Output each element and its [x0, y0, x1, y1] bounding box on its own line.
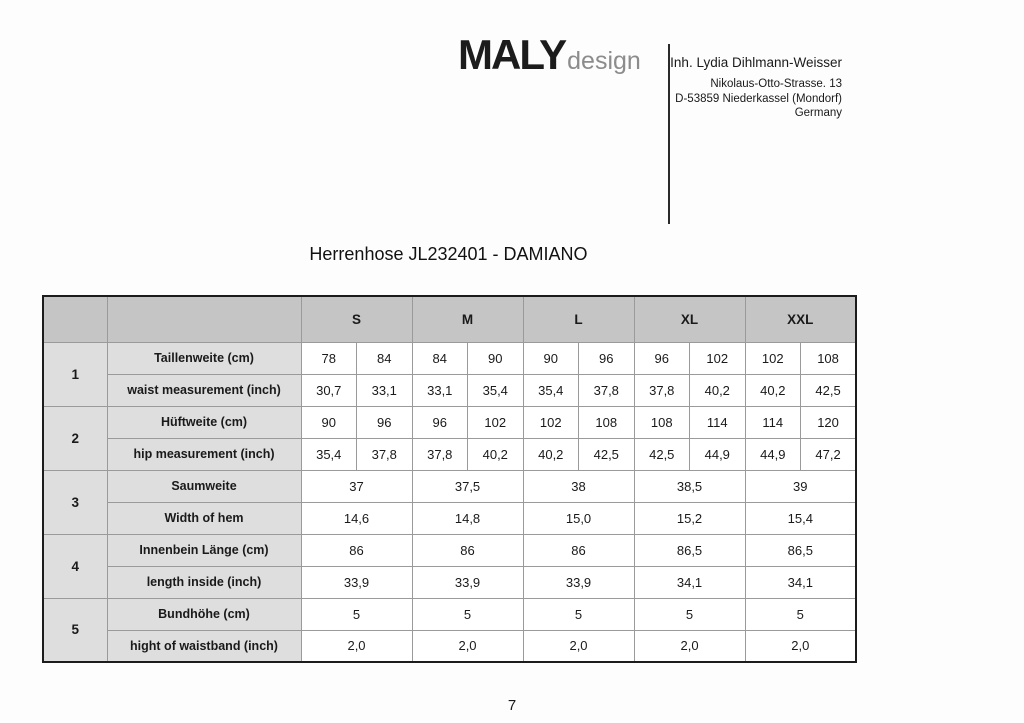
metric-value: 102: [745, 342, 801, 374]
metric-value: 78: [301, 342, 357, 374]
metric-label: Innenbein Länge (cm): [107, 534, 301, 566]
table-row-waistband-inch: [43, 630, 856, 662]
imperial-value: 35,4: [523, 374, 579, 406]
row-number: 3: [43, 470, 107, 534]
metric-value: 102: [523, 406, 579, 438]
imperial-value: 33,9: [301, 566, 412, 598]
imperial-value: 35,4: [301, 438, 357, 470]
metric-value: 37: [301, 470, 412, 502]
table-row-waist-inch: [43, 374, 856, 406]
contact-street: Nikolaus-Otto-Strasse. 13: [710, 78, 842, 90]
imperial-value: 2,0: [523, 630, 634, 662]
imperial-value: 2,0: [301, 630, 412, 662]
imperial-value: 42,5: [634, 438, 690, 470]
imperial-value: 40,2: [745, 374, 801, 406]
corner-cell-label: [107, 296, 301, 342]
size-header-xxl: XXL: [745, 296, 856, 342]
imperial-value: 33,1: [357, 374, 413, 406]
imperial-value: 15,4: [745, 502, 856, 534]
imperial-value: 44,9: [690, 438, 746, 470]
imperial-value: 42,5: [579, 438, 635, 470]
imperial-value: 40,2: [468, 438, 524, 470]
metric-label: Saumweite: [107, 470, 301, 502]
row-number: 2: [43, 406, 107, 470]
table-row-waistband-cm: [43, 598, 856, 630]
metric-value: 5: [634, 598, 745, 630]
imperial-value: 40,2: [690, 374, 746, 406]
metric-value: 102: [690, 342, 746, 374]
metric-value: 96: [634, 342, 690, 374]
corner-cell-number: [43, 296, 107, 342]
brand-logo-text: MALY: [458, 31, 566, 78]
imperial-value: 14,6: [301, 502, 412, 534]
metric-label: Bundhöhe (cm): [107, 598, 301, 630]
metric-value: 86,5: [745, 534, 856, 566]
imperial-value: 33,1: [412, 374, 468, 406]
imperial-value: 15,2: [634, 502, 745, 534]
imperial-value: 42,5: [801, 374, 857, 406]
table-header-row: [43, 296, 856, 342]
page-title: Herrenhose JL232401 - DAMIANO: [309, 244, 588, 264]
table-row-inseam-inch: [43, 566, 856, 598]
size-header-xl: XL: [634, 296, 745, 342]
contact-country: Germany: [794, 107, 842, 119]
metric-value: 84: [412, 342, 468, 374]
imperial-value: 34,1: [634, 566, 745, 598]
metric-label: Taillenweite (cm): [107, 342, 301, 374]
imperial-value: 30,7: [301, 374, 357, 406]
table-row-hip-inch: [43, 438, 856, 470]
imperial-value: 2,0: [745, 630, 856, 662]
imperial-label: hip measurement (inch): [107, 438, 301, 470]
size-header-m: M: [412, 296, 523, 342]
imperial-label: Width of hem: [107, 502, 301, 534]
imperial-value: 44,9: [745, 438, 801, 470]
imperial-label: waist measurement (inch): [107, 374, 301, 406]
size-table: [42, 295, 857, 663]
imperial-value: 14,8: [412, 502, 523, 534]
size-header-l: L: [523, 296, 634, 342]
metric-value: 38,5: [634, 470, 745, 502]
metric-value: 86,5: [634, 534, 745, 566]
imperial-value: 37,8: [579, 374, 635, 406]
metric-value: 86: [523, 534, 634, 566]
metric-value: 84: [357, 342, 413, 374]
imperial-value: 2,0: [412, 630, 523, 662]
imperial-value: 15,0: [523, 502, 634, 534]
metric-value: 114: [745, 406, 801, 438]
metric-value: 37,5: [412, 470, 523, 502]
table-row-hip-cm: [43, 406, 856, 438]
metric-label: Hüftweite (cm): [107, 406, 301, 438]
metric-value: 5: [523, 598, 634, 630]
table-row-inseam-cm: [43, 534, 856, 566]
metric-value: 90: [523, 342, 579, 374]
imperial-value: 34,1: [745, 566, 856, 598]
metric-value: 108: [579, 406, 635, 438]
metric-value: 5: [745, 598, 856, 630]
contact-block: [600, 55, 842, 121]
imperial-value: 2,0: [634, 630, 745, 662]
metric-value: 86: [301, 534, 412, 566]
contact-owner: Inh. Lydia Dihlmann-Weisser: [670, 55, 842, 70]
size-header-s: S: [301, 296, 412, 342]
metric-value: 38: [523, 470, 634, 502]
row-number: 4: [43, 534, 107, 598]
metric-value: 120: [801, 406, 857, 438]
table-row-waist-cm: [43, 342, 856, 374]
metric-value: 96: [579, 342, 635, 374]
metric-value: 102: [468, 406, 524, 438]
table-row-hem-inch: [43, 502, 856, 534]
page-number: 7: [507, 697, 517, 714]
imperial-label: hight of waistband (inch): [107, 630, 301, 662]
metric-value: 96: [412, 406, 468, 438]
imperial-value: 33,9: [523, 566, 634, 598]
imperial-value: 35,4: [468, 374, 524, 406]
metric-value: 5: [301, 598, 412, 630]
row-number: 5: [43, 598, 107, 662]
brand-logo-suffix: design: [567, 47, 641, 75]
metric-value: 90: [468, 342, 524, 374]
row-number: 1: [43, 342, 107, 406]
imperial-value: 37,8: [634, 374, 690, 406]
metric-value: 90: [301, 406, 357, 438]
table-row-hem-cm: [43, 470, 856, 502]
metric-value: 39: [745, 470, 856, 502]
imperial-value: 40,2: [523, 438, 579, 470]
imperial-value: 37,8: [357, 438, 413, 470]
metric-value: 108: [801, 342, 857, 374]
contact-city: D-53859 Niederkassel (Mondorf): [675, 92, 842, 105]
metric-value: 114: [690, 406, 746, 438]
metric-value: 5: [412, 598, 523, 630]
imperial-value: 47,2: [801, 438, 857, 470]
metric-value: 108: [634, 406, 690, 438]
metric-value: 86: [412, 534, 523, 566]
imperial-value: 37,8: [412, 438, 468, 470]
metric-value: 96: [357, 406, 413, 438]
imperial-label: length inside (inch): [107, 566, 301, 598]
imperial-value: 33,9: [412, 566, 523, 598]
